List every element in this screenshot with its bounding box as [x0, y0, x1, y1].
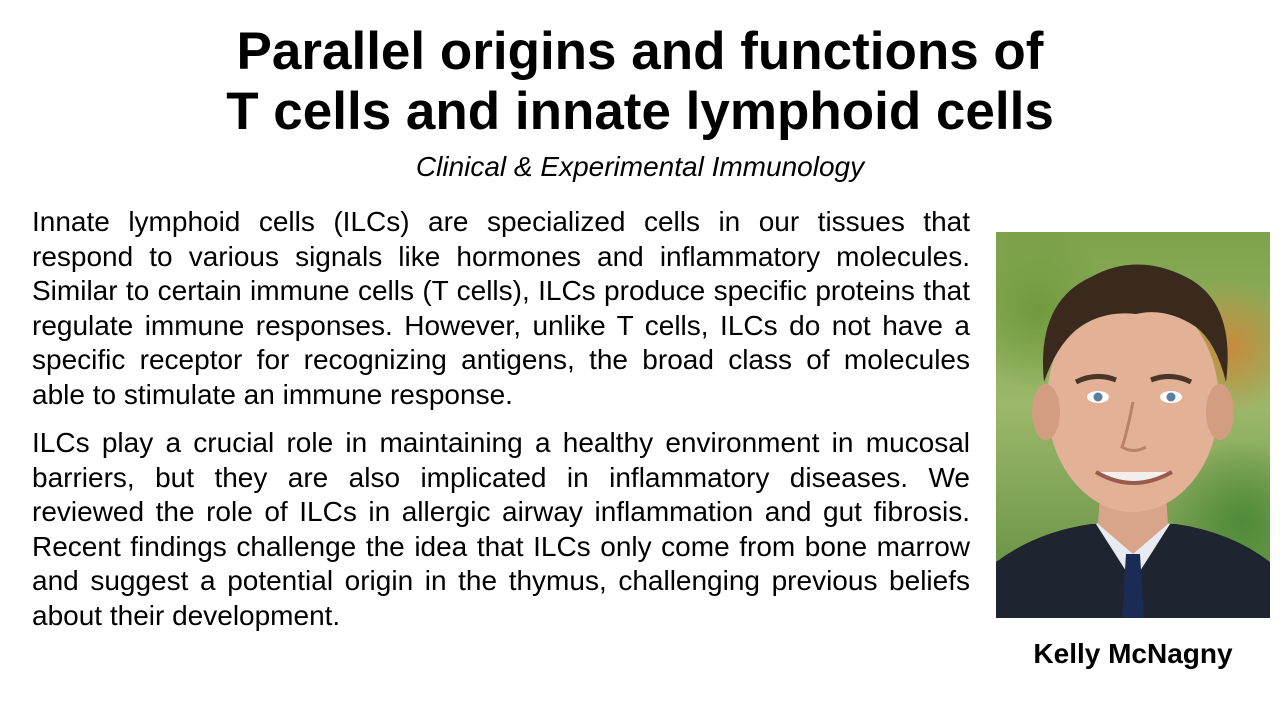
paragraph-1: Innate lymphoid cells (ILCs) are specialized cells in our tissues that respond to various signals like hormones and inflammatory molecules. Similar to certain immune cells (T cells), ILCs produce specific proteins that regulate immune responses. However, unlike T cells, ILCs do not have a specific receptor for recognizing antigens, the broad class of molecules able to stimulate an immune response. — [32, 206, 970, 410]
slide-title — [0, 22, 1280, 142]
author-photo — [996, 232, 1270, 618]
author-name: Kelly McNagny — [1033, 638, 1233, 669]
paragraph-2: ILCs play a crucial role in maintaining a healthy environment in mucosal barriers, but they are also implicated in inflammatory diseases. We reviewed the role of ILCs in allergic airway inflammation and gut fibrosis. Recent findings challenge the idea that ILCs only come from bone marrow and suggest a potential origin in the thymus, challenging previous beliefs about their development. — [32, 427, 970, 631]
journal-subtitle: Clinical & Experimental Immunology — [415, 151, 865, 182]
title-line-2: T cells and innate lymphoid cells — [226, 82, 1054, 141]
title-line-1: Parallel origins and functions of — [236, 22, 1044, 81]
summary-text — [32, 205, 970, 647]
